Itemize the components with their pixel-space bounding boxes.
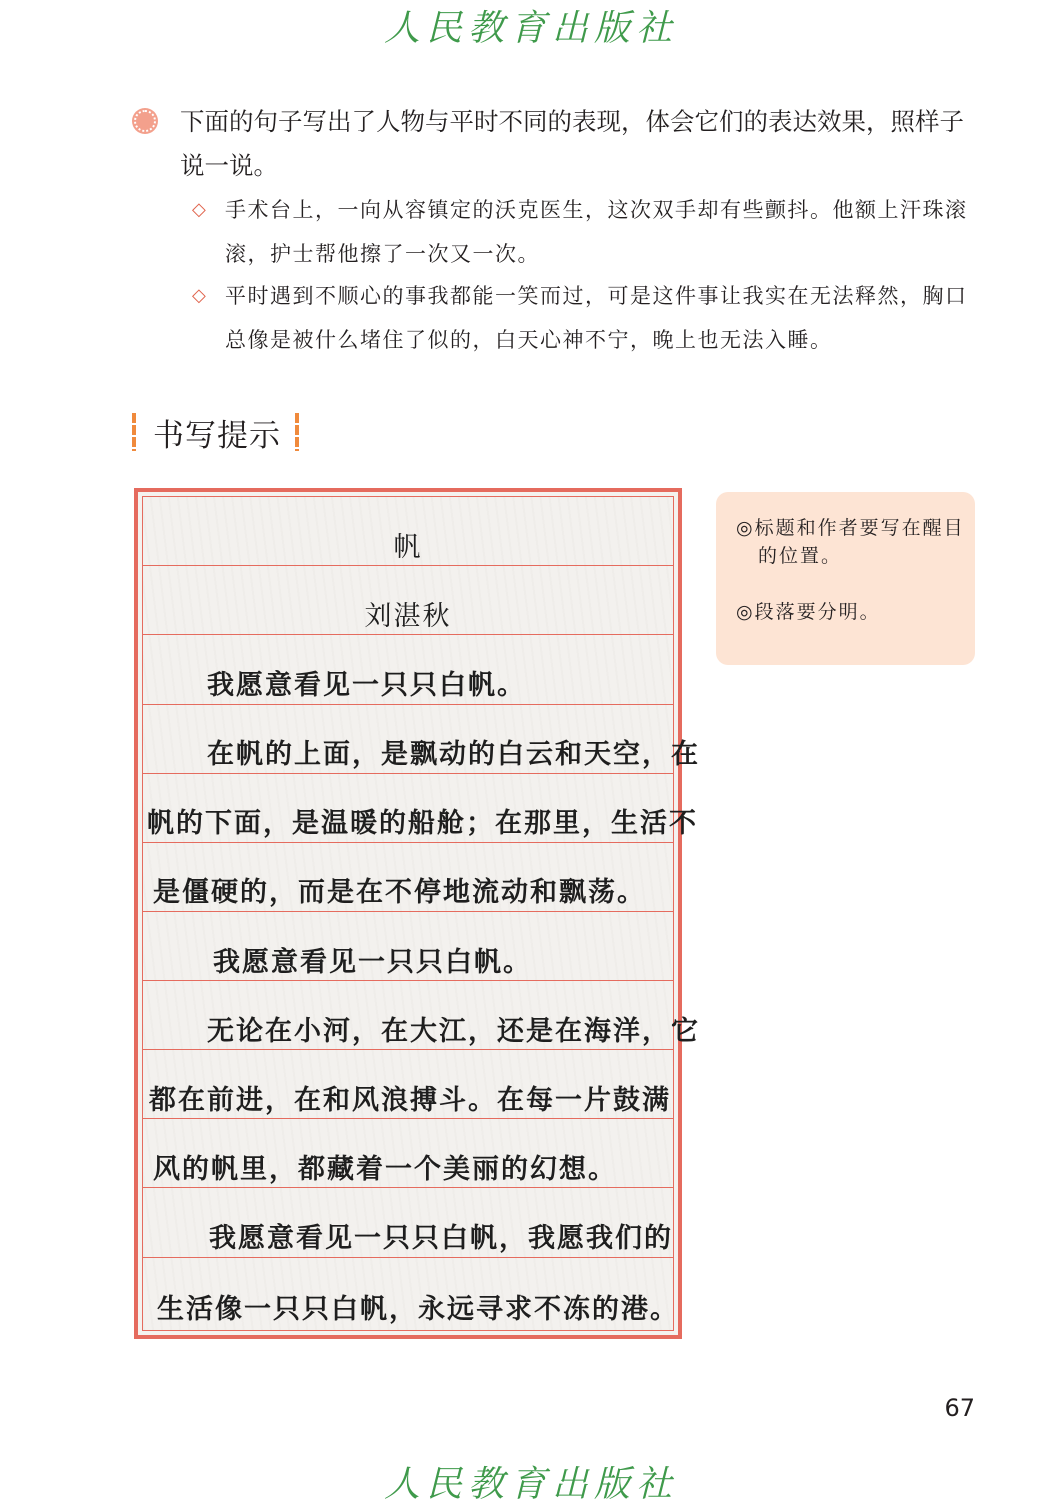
example-text: 平时遇到不顺心的事我都能一笑而过，可是这件事让我实在无法释然，胸口总像是被什么堵住了似的，白天心神不宁，晚上也无法入睡。: [225, 284, 968, 352]
title-bar-left: [132, 413, 136, 451]
section-title-text: 书写提示: [153, 417, 281, 454]
ruled-line: [143, 773, 673, 774]
ruled-line: [143, 565, 673, 566]
writing-hint-box: [716, 492, 975, 665]
manuscript-paper: [134, 488, 700, 1339]
ruled-line: [143, 1118, 673, 1119]
manuscript-line: 我愿意看见一只只白帆。: [213, 947, 532, 978]
exercise-instruction: 下面的句子写出了人物与平时不同的表现，体会它们的表达效果，照样子说一说。: [180, 107, 964, 180]
manuscript-line: 生活像一只只白帆，永远寻求不冻的港。: [157, 1294, 679, 1325]
ruled-sheet: [142, 496, 700, 1331]
title-bar-right: [295, 413, 299, 451]
manuscript-line: 帆的下面，是温暖的船舱；在那里，生活不: [147, 808, 698, 839]
example-sentence-1: [192, 188, 985, 276]
ruled-line: [143, 1049, 673, 1050]
ruled-line: [143, 704, 673, 705]
publisher-logo-top: 人民教育出版社: [383, 8, 678, 49]
manuscript-line: 都在前进，在和风浪搏斗。在每一片鼓满: [149, 1085, 671, 1116]
ruled-line: [143, 911, 673, 912]
diamond-bullet-icon: ◇: [192, 199, 208, 220]
manuscript-title: 帆: [393, 532, 423, 563]
manuscript-line: 我愿意看见一只只白帆，我愿我们的: [209, 1223, 673, 1254]
manuscript-line: 我愿意看见一只只白帆。: [207, 670, 526, 701]
exercise-bullet-icon: [134, 110, 156, 132]
manuscript-author: 刘湛秋: [364, 601, 452, 632]
ruled-line: [143, 1257, 673, 1258]
ruled-line: [143, 634, 673, 635]
ruled-line: [143, 980, 673, 981]
ruled-line: [143, 842, 673, 843]
hint-item: ◎段落要分明。: [736, 601, 881, 623]
example-sentence-2: [192, 274, 985, 362]
manuscript-line: 在帆的上面，是飘动的白云和天空，在: [207, 739, 700, 770]
publisher-logo-bottom: 人民教育出版社: [383, 1464, 678, 1505]
example-text: 手术台上，一向从容镇定的沃克医生，这次双手却有些颤抖。他额上汗珠滚滚，护士帮他擦了一次又一次。: [225, 198, 968, 266]
ruled-line: [143, 1187, 673, 1188]
hint-item: ◎标题和作者要写在醒目的位置。: [736, 517, 965, 567]
manuscript-line: 风的帆里，都藏着一个美丽的幻想。: [153, 1154, 617, 1185]
page-number: 67: [944, 1394, 975, 1422]
diamond-bullet-icon: ◇: [192, 285, 208, 306]
manuscript-line: 是僵硬的，而是在不停地流动和飘荡。: [153, 877, 646, 908]
section-title: [132, 410, 299, 454]
manuscript-line: 无论在小河，在大江，还是在海洋，它: [207, 1016, 700, 1047]
